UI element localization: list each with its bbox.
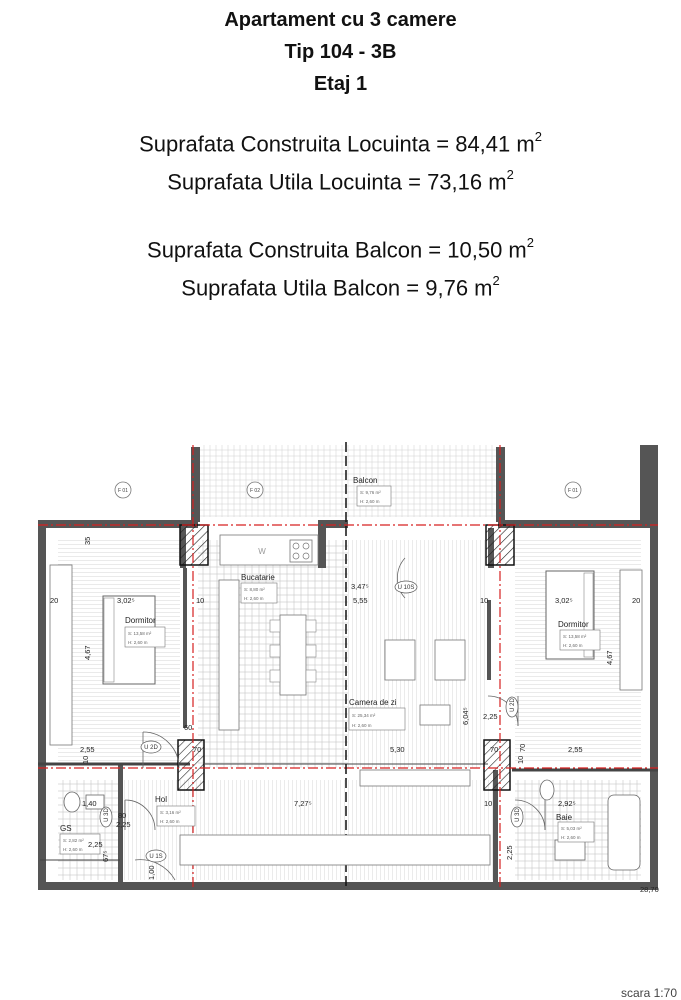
balcony-floor — [200, 445, 496, 517]
window-f01-right: F 01 — [567, 488, 579, 494]
room-dormitor-right-height: H: 2,60 m — [563, 643, 583, 648]
useful-dwelling-area: Suprafata Utila Locuinta = 73,16 $m^2$ — [167, 167, 514, 195]
sink — [555, 840, 585, 860]
dim-2-25-gs: 2,25 — [88, 840, 103, 849]
opening-u2d-left: U 2D — [144, 745, 158, 751]
room-gs-area: S: 2,82 m² — [63, 838, 84, 843]
room-dormitor-left-height: H: 2,60 m — [128, 640, 148, 645]
dim-67: 67⁵ — [101, 850, 110, 862]
dim-bedroom-left-depth: 4,67 — [83, 645, 92, 660]
room-baie-height: H: 2,60 m — [561, 835, 581, 840]
dim-kitchen-width: 3,47⁵ — [351, 582, 369, 591]
column — [180, 525, 208, 565]
room-camera-zi-name: Camera de zi — [349, 698, 397, 707]
dim-left-2-55: 2,55 — [80, 745, 95, 754]
apartment-type: Tip 104 - 3B — [284, 41, 397, 63]
opening-u2d-right: U 2D — [510, 698, 516, 712]
room-balcon-name: Balcon — [353, 476, 378, 485]
dim-bath-width: 2,92⁵ — [558, 799, 576, 808]
opening-u10s: U 10S — [397, 585, 415, 591]
dim-5-30: 5,30 — [390, 745, 405, 754]
dim-2-25-bath: 2,25 — [505, 845, 514, 860]
opening-u3d-left: U 3D — [104, 808, 110, 822]
wardrobe-left — [50, 565, 72, 745]
stove — [290, 540, 312, 562]
dim-10-a: 10 — [196, 596, 205, 605]
room-bucatarie-area: S: 8,80 m² — [244, 587, 265, 592]
dim-2-25-living: 2,25 — [483, 712, 498, 721]
dim-80: 80 — [118, 811, 127, 820]
dim-living-length: 6,04⁵ — [461, 707, 470, 725]
dim-20-left: 20 — [50, 596, 59, 605]
built-balcony-area: Suprafata Construita Balcon = 10,50 $m^2$ — [147, 234, 534, 262]
area-summary — [0, 122, 681, 304]
room-camera-zi-area: S: 25,34 m² — [352, 713, 376, 718]
room-camera-zi-height: H: 2,60 m — [352, 723, 372, 728]
dim-10-d: 10 — [81, 755, 90, 764]
dim-living-depth: 5,55 — [353, 596, 368, 605]
opening-u3d-right: U 3D — [515, 808, 521, 822]
room-baie-area: S: 5,03 m² — [561, 826, 582, 831]
useful-balcony-area: Suprafata Utila Balcon = 9,76 $m^2$ — [181, 272, 500, 301]
armchair — [385, 640, 415, 680]
floor-plan — [38, 440, 663, 900]
dim-hall-length: 7,27⁵ — [294, 799, 312, 808]
gs-toilet — [64, 792, 80, 812]
toilet — [540, 780, 554, 800]
apartment-title: Apartament cu 3 camere — [224, 9, 457, 31]
dim-2-25-hall: 2,25 — [116, 820, 131, 829]
room-hol-area: S: 3,16 m² — [160, 810, 181, 815]
room-bucatarie-name: Bucatarie — [241, 573, 275, 582]
room-dormitor-right-name: Dormitor — [558, 620, 589, 629]
dim-35: 35 — [83, 536, 92, 545]
dim-10-c: 10 — [484, 799, 493, 808]
opening-u1s: U 1S — [149, 854, 163, 860]
drawing-scale: scara 1:70 — [620, 986, 677, 1000]
dim-70-c: 70 — [518, 743, 527, 752]
coffee-table — [420, 705, 450, 725]
window-f02: F 02 — [249, 488, 261, 494]
built-dwelling-area: Suprafata Construita Locuinta = 84,41 $m^2$ — [139, 129, 542, 157]
room-hol-name: Hol — [155, 795, 168, 804]
dim-60: 60 — [184, 723, 193, 732]
room-dormitor-left-area: S: 13,58 m² — [128, 631, 152, 636]
apartment-floor: Etaj 1 — [313, 73, 368, 95]
washer-icon: W — [258, 547, 266, 556]
dim-bedroom-right-depth: 4,67 — [605, 650, 614, 665]
room-bucatarie-height: H: 2,60 m — [244, 596, 264, 601]
page-header — [0, 4, 681, 100]
kitchen-cabinet — [219, 580, 239, 730]
dim-bedroom-left-width: 3,02⁵ — [117, 596, 135, 605]
room-hol-height: H: 2,60 m — [160, 819, 180, 824]
dim-10-b: 10 — [480, 596, 489, 605]
room-dormitor-left-name: Dormitor — [125, 616, 156, 625]
armchair — [435, 640, 465, 680]
bathtub — [608, 795, 640, 870]
sofa — [360, 770, 470, 786]
dim-1-00: 1,00 — [147, 865, 156, 880]
dim-70-a: 70 — [193, 745, 202, 754]
room-balcon-area: S: 9,76 m² — [360, 490, 381, 495]
living-floor — [348, 540, 488, 768]
dim-right-2-55: 2,55 — [568, 745, 583, 754]
dim-total-length: 28,70 — [640, 885, 659, 894]
dim-gs-width: 1,40 — [82, 799, 97, 808]
room-dormitor-right-area: S: 13,58 m² — [563, 634, 587, 639]
room-gs-name: GS — [60, 824, 72, 833]
wardrobe-right — [620, 570, 642, 690]
window-f01-left: F 01 — [117, 488, 129, 494]
dim-10-e: 10 — [516, 755, 525, 764]
dim-20-right: 20 — [632, 596, 641, 605]
room-baie-name: Baie — [556, 813, 573, 822]
room-balcon-height: H: 2,60 m — [360, 499, 380, 504]
dim-70-b: 70 — [490, 745, 499, 754]
room-gs-height: H: 2,60 m — [63, 847, 83, 852]
dim-bedroom-right-width: 3,02⁵ — [555, 596, 573, 605]
hall-cabinet — [180, 835, 490, 865]
dining-table — [280, 615, 306, 695]
